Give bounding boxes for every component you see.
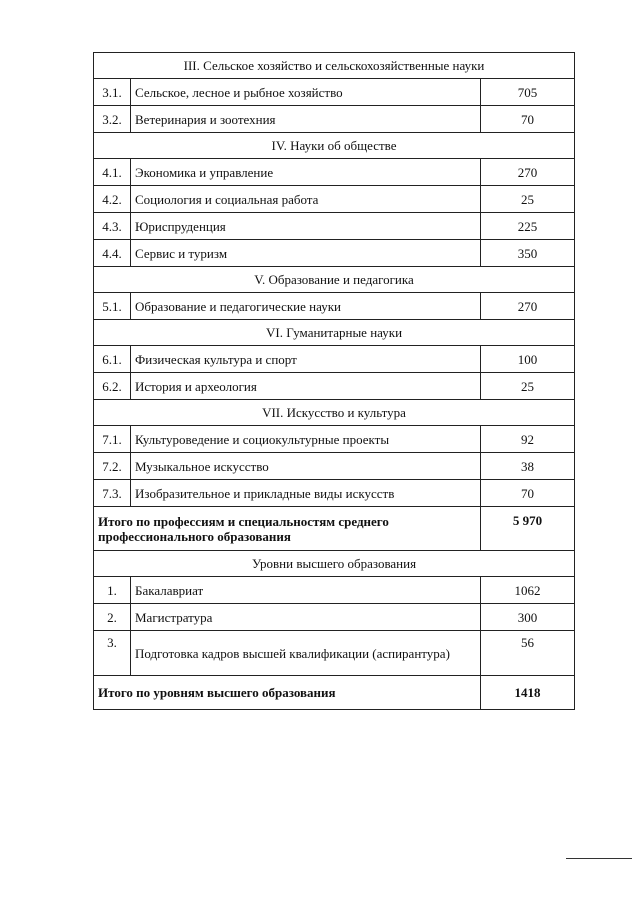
row-value: 270 xyxy=(481,293,575,320)
row-number: 3.2. xyxy=(94,106,131,133)
row-number: 6.2. xyxy=(94,373,131,400)
row-name: Культуроведение и социокультурные проекты xyxy=(131,426,481,453)
row-name: Магистратура xyxy=(131,604,481,631)
row-name: Экономика и управление xyxy=(131,159,481,186)
table-row xyxy=(94,240,575,267)
row-number: 4.4. xyxy=(94,240,131,267)
row-value: 100 xyxy=(481,346,575,373)
section-header-row xyxy=(94,133,575,159)
row-name: Сервис и туризм xyxy=(131,240,481,267)
table-row xyxy=(94,426,575,453)
row-value: 350 xyxy=(481,240,575,267)
table-row xyxy=(94,480,575,507)
row-name: Ветеринария и зоотехния xyxy=(131,106,481,133)
row-value: 25 xyxy=(481,373,575,400)
row-name: Образование и педагогические науки xyxy=(131,293,481,320)
table-row xyxy=(94,453,575,480)
table-row xyxy=(94,631,575,676)
section-header-row xyxy=(94,551,575,577)
row-name: История и археология xyxy=(131,373,481,400)
row-number: 3. xyxy=(94,631,131,676)
row-number: 4.3. xyxy=(94,213,131,240)
section-header-row xyxy=(94,53,575,79)
section-title-higher: Уровни высшего образования xyxy=(94,551,575,577)
row-name: Социология и социальная работа xyxy=(131,186,481,213)
row-number: 4.2. xyxy=(94,186,131,213)
row-value: 225 xyxy=(481,213,575,240)
row-number: 3.1. xyxy=(94,79,131,106)
section-title-7: VII. Искусство и культура xyxy=(94,400,575,426)
total-higher-label: Итого по уровням высшего образования xyxy=(94,676,481,710)
table-row xyxy=(94,79,575,106)
row-value: 70 xyxy=(481,480,575,507)
row-value: 92 xyxy=(481,426,575,453)
row-number: 4.1. xyxy=(94,159,131,186)
row-name: Физическая культура и спорт xyxy=(131,346,481,373)
row-value: 70 xyxy=(481,106,575,133)
total-higher-value: 1418 xyxy=(481,676,575,710)
table-row xyxy=(94,186,575,213)
table-row xyxy=(94,346,575,373)
section-header-row xyxy=(94,320,575,346)
row-name: Подготовка кадров высшей квалификации (аспирантура) xyxy=(131,631,481,676)
total-row-spo xyxy=(94,507,575,551)
row-value: 25 xyxy=(481,186,575,213)
table-row xyxy=(94,213,575,240)
table-row xyxy=(94,604,575,631)
row-number: 5.1. xyxy=(94,293,131,320)
section-title-4: IV. Науки об обществе xyxy=(94,133,575,159)
total-spo-label: Итого по профессиям и специальностям среднего профессионального образования xyxy=(94,507,481,551)
row-number: 2. xyxy=(94,604,131,631)
table-row xyxy=(94,106,575,133)
row-name: Музыкальное искусство xyxy=(131,453,481,480)
row-value: 38 xyxy=(481,453,575,480)
row-name: Изобразительное и прикладные виды искусств xyxy=(131,480,481,507)
total-row-higher xyxy=(94,676,575,710)
footer-rule xyxy=(566,858,632,859)
row-number: 7.3. xyxy=(94,480,131,507)
row-value: 1062 xyxy=(481,577,575,604)
row-value: 56 xyxy=(481,631,575,676)
row-value: 300 xyxy=(481,604,575,631)
education-table xyxy=(93,52,575,710)
row-name: Сельское, лесное и рыбное хозяйство xyxy=(131,79,481,106)
row-number: 7.2. xyxy=(94,453,131,480)
total-spo-value: 5 970 xyxy=(481,507,575,551)
section-title-5: V. Образование и педагогика xyxy=(94,267,575,293)
table-row xyxy=(94,293,575,320)
row-value: 705 xyxy=(481,79,575,106)
row-name: Бакалавриат xyxy=(131,577,481,604)
table-row xyxy=(94,373,575,400)
row-number: 7.1. xyxy=(94,426,131,453)
section-header-row xyxy=(94,400,575,426)
section-header-row xyxy=(94,267,575,293)
table-row xyxy=(94,577,575,604)
row-name: Юриспруденция xyxy=(131,213,481,240)
row-value: 270 xyxy=(481,159,575,186)
section-title-3: III. Сельское хозяйство и сельскохозяйственные науки xyxy=(94,53,575,79)
row-number: 1. xyxy=(94,577,131,604)
section-title-6: VI. Гуманитарные науки xyxy=(94,320,575,346)
table-row xyxy=(94,159,575,186)
row-number: 6.1. xyxy=(94,346,131,373)
